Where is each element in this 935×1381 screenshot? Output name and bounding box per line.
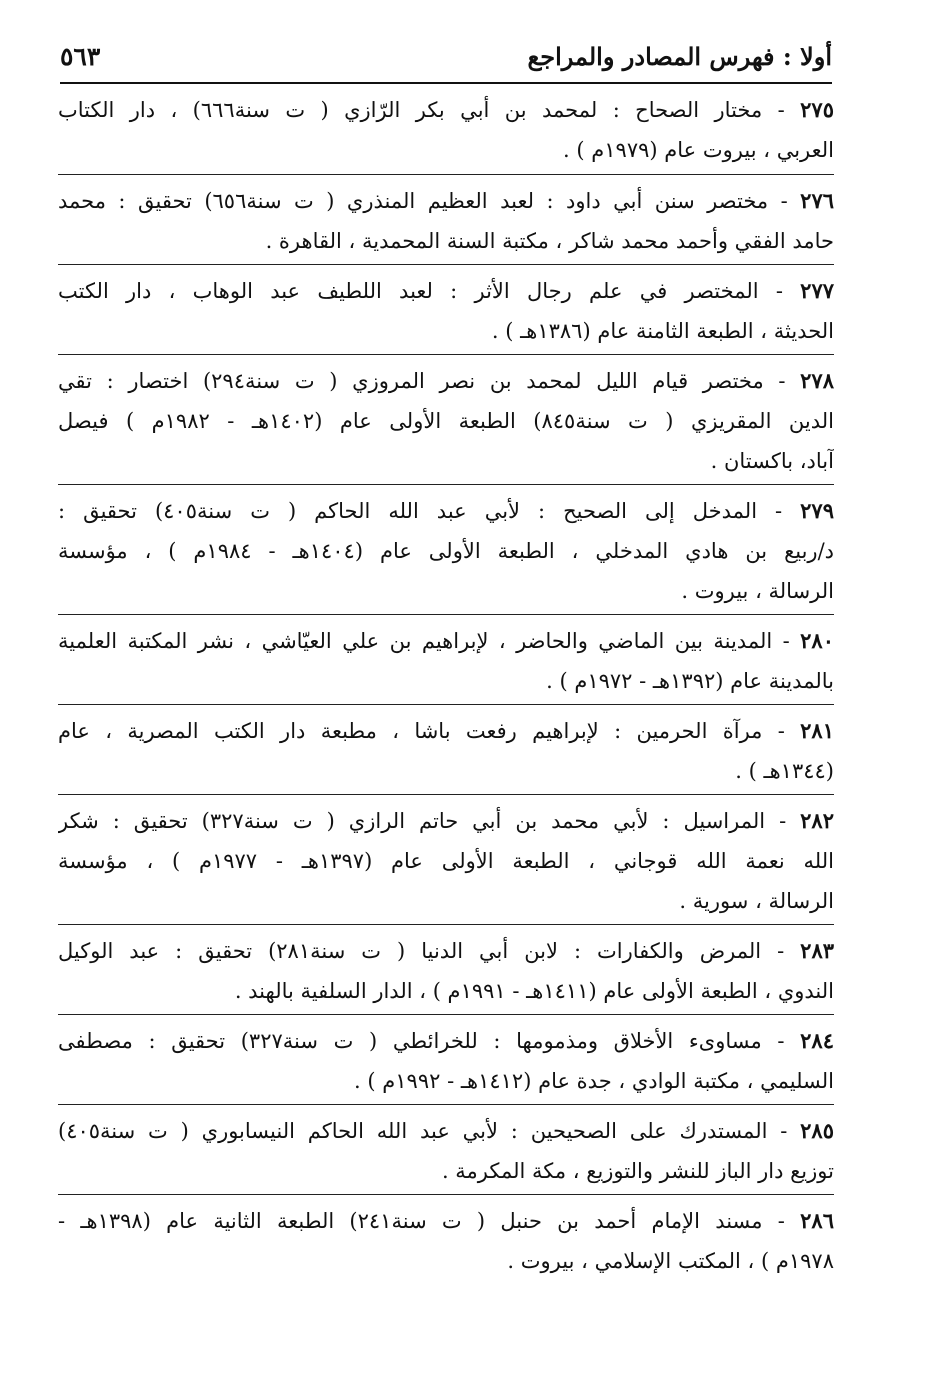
entry-line <box>58 931 834 971</box>
entry-line <box>58 1201 834 1241</box>
bibliography-entry <box>58 1104 834 1195</box>
entry-text: الندوي ، الطبعة الأولى عام (١٤١١هـ - ١٩٩١م ) ، الدار السلفية بالهند . <box>234 979 834 1003</box>
entry-line <box>58 751 834 791</box>
entry-separator: - <box>757 499 801 523</box>
entry-separator: - <box>762 98 801 122</box>
entry-line <box>58 571 834 611</box>
entry-text: المرض والكفارات : لابن أبي الدنيا ( ت سنة٢٨١) تحقيق : عبد الوكيل <box>58 939 762 963</box>
entry-number: ٢٨٣ <box>800 938 834 963</box>
entry-text: توزيع دار الباز للنشر والتوزيع ، مكة المكرمة . <box>441 1159 834 1183</box>
entry-text: (١٣٤٤هـ ) . <box>735 759 834 783</box>
entry-line <box>58 1021 834 1061</box>
entry-line <box>58 181 834 221</box>
page-header <box>60 36 832 78</box>
entry-number: ٢٨١ <box>800 718 834 743</box>
entry-text: بالمدينة عام (١٣٩٢هـ - ١٩٧٢م ) . <box>546 669 834 693</box>
entry-line <box>58 661 834 701</box>
entry-text: مختصر قيام الليل لمحمد بن نصر المروزي ( ت سنة٢٩٤) اختصار : تقي <box>58 369 764 393</box>
entry-number: ٢٧٥ <box>800 97 834 122</box>
entry-line <box>58 1241 834 1281</box>
entry-line <box>58 621 834 661</box>
entry-separator: - <box>765 809 801 833</box>
entry-number: ٢٨٢ <box>800 808 834 833</box>
entry-text: ١٩٧٨م ) ، المكتب الإسلامي ، بيروت . <box>507 1249 834 1273</box>
entry-number: ٢٨٤ <box>800 1028 834 1053</box>
bibliography-entry <box>58 794 834 925</box>
entry-text: الدين المقريزي ( ت سنة٨٤٥) الطبعة الأولى عام (١٤٠٢هـ - ١٩٨٢م ) فيصل <box>58 409 834 433</box>
entry-text: مختصر سنن أبي داود : لعبد العظيم المنذري ( ت سنة٦٥٦) تحقيق : محمد <box>58 189 769 213</box>
entry-text: الرسالة ، بيروت . <box>681 579 834 603</box>
entry-text: الله نعمة الله قوجاني ، الطبعة الأولى عام (١٣٩٧هـ - ١٩٧٧م ) ، مؤسسة <box>58 849 834 873</box>
entry-text: السليمي ، مكتبة الوادي ، جدة عام (١٤١٢هـ - ١٩٩٢م ) . <box>354 1069 834 1093</box>
entry-line <box>58 441 834 481</box>
page-number: ٥٦٣ <box>60 42 101 71</box>
entry-line <box>58 1151 834 1191</box>
bibliography-entry <box>58 924 834 1015</box>
entry-line <box>58 711 834 751</box>
entry-text: المراسيل : لأبي محمد بن أبي حاتم الرازي ( ت سنة٣٢٧) تحقيق : شكر <box>58 809 766 833</box>
entry-line <box>58 221 834 261</box>
entry-text: المختصر في علم رجال الأثر : لعبد اللطيف عبد الوهاب ، دار الكتب <box>58 279 759 303</box>
entry-text: مساوىء الأخلاق ومذمومها : للخرائطي ( ت سنة٣٢٧) تحقيق : مصطفى <box>58 1029 762 1053</box>
entry-separator: - <box>772 629 801 653</box>
entry-line <box>58 361 834 401</box>
entry-line <box>58 90 834 130</box>
entry-text: د/ربيع بن هادي المدخلي ، الطبعة الأولى عام (١٤٠٤هـ - ١٩٨٤م ) ، مؤسسة <box>58 539 834 563</box>
bibliography-entry <box>58 354 834 485</box>
entry-line <box>58 801 834 841</box>
bibliography-list <box>58 84 834 1273</box>
entry-line <box>58 531 834 571</box>
entry-line <box>58 1061 834 1101</box>
entry-line <box>58 271 834 311</box>
entry-line <box>58 401 834 441</box>
entry-line <box>58 841 834 881</box>
entry-text: حامد الفقي وأحمد محمد شاكر ، مكتبة السنة المحمدية ، القاهرة . <box>265 229 834 253</box>
entry-line <box>58 971 834 1011</box>
entry-number: ٢٧٨ <box>800 368 834 393</box>
entry-text: مختار الصحاح : لمحمد بن أبي بكر الرّازي ( ت سنة٦٦٦) ، دار الكتاب <box>58 98 763 122</box>
entry-separator: - <box>763 369 801 393</box>
entry-separator: - <box>758 279 801 303</box>
entry-line <box>58 881 834 921</box>
entry-number: ٢٨٦ <box>800 1208 834 1233</box>
entry-line <box>58 1111 834 1151</box>
running-title: أولا : فهرس المصادر والمراجع <box>527 42 832 71</box>
entry-text: مرآة الحرمين : لإبراهيم رفعت باشا ، مطبعة دار الكتب المصرية ، عام <box>58 719 763 743</box>
bibliography-entry <box>58 264 834 355</box>
bibliography-entry <box>58 484 834 615</box>
entry-separator: - <box>761 939 801 963</box>
entry-separator: - <box>768 189 801 213</box>
entry-text: المدخل إلى الصحيح : لأبي عبد الله الحاكم ( ت سنة٤٠٥) تحقيق : <box>58 499 758 523</box>
entry-text: مسند الإمام أحمد بن حنبل ( ت سنة٢٤١) الطبعة الثانية عام (١٣٩٨هـ - <box>58 1209 763 1233</box>
entry-text: العربي ، بيروت عام (١٩٧٩م ) . <box>563 138 834 162</box>
bibliography-entry <box>58 174 834 265</box>
entry-number: ٢٨٥ <box>800 1118 834 1143</box>
entry-number: ٢٧٩ <box>800 498 834 523</box>
entry-number: ٢٧٦ <box>800 188 834 213</box>
bibliography-entry <box>58 84 834 174</box>
entry-line <box>58 311 834 351</box>
entry-text: آباد، باكستان . <box>710 449 834 473</box>
entry-text: الرسالة ، سورية . <box>679 889 834 913</box>
entry-separator: - <box>767 1119 801 1143</box>
bibliography-entry <box>58 614 834 705</box>
bibliography-entry <box>58 1014 834 1105</box>
entry-separator: - <box>762 1209 801 1233</box>
entry-line <box>58 130 834 170</box>
entry-separator: - <box>762 719 801 743</box>
bibliography-entry <box>58 1194 834 1285</box>
entry-text: الحديثة ، الطبعة الثامنة عام (١٣٨٦هـ ) . <box>491 319 834 343</box>
entry-line <box>58 491 834 531</box>
entry-separator: - <box>761 1029 801 1053</box>
entry-text: المستدرك على الصحيحين : لأبي عبد الله الحاكم النيسابوري ( ت سنة٤٠٥) <box>58 1119 768 1143</box>
entry-number: ٢٨٠ <box>800 628 834 653</box>
bibliography-entry <box>58 704 834 795</box>
entry-number: ٢٧٧ <box>800 278 834 303</box>
entry-text: المدينة بين الماضي والحاضر ، لإبراهيم بن علي العيّاشي ، نشر المكتبة العلمية <box>58 629 773 653</box>
